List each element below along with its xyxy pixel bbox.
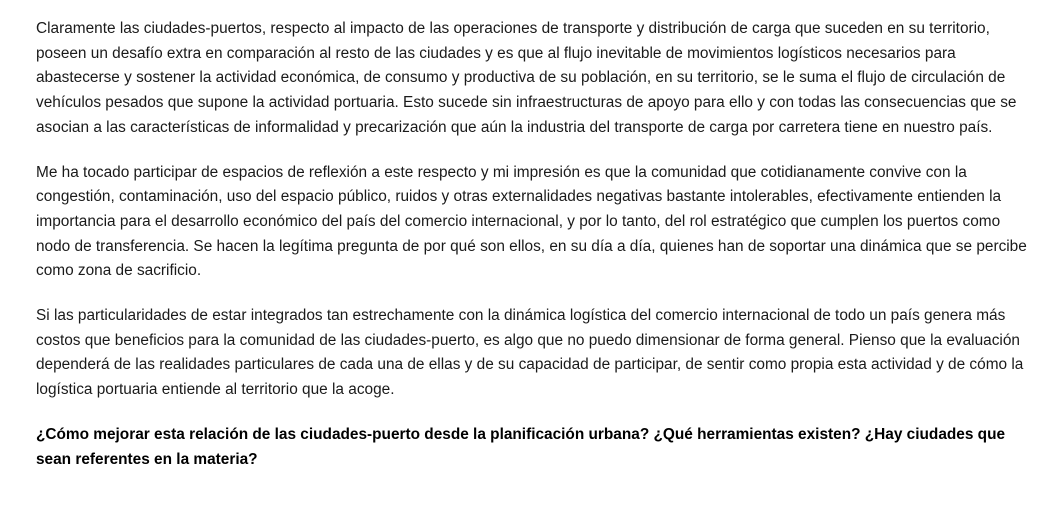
article-body <box>36 17 1030 492</box>
paragraph-2: Me ha tocado participar de espacios de reflexión a este respecto y mi impresión es que la comunidad que cotidianamente convive con la congestión, contaminación, uso del espacio público, ruidos y otras externalidades negativas bastante intolerables, efectivamente entienden la importancia para el desarrollo económico del país del comercio internacional, y por lo tanto, del rol estratégico que cumplen los puertos como nodo de transferencia. Se hacen la legítima pregunta de por qué son ellos, en su día a día, quienes han de soportar una dinámica que se percibe como zona de sacrificio. <box>36 163 1027 280</box>
paragraph-1: Claramente las ciudades-puertos, respecto al impacto de las operaciones de transporte y distribución de carga que suceden en su territorio, poseen un desafío extra en comparación al resto de las ciudades y es que al flujo inevitable de movimientos logísticos necesarios para abastecerse y sostener la actividad económica, de consumo y productiva de su población, en su territorio, se le suma el flujo de circulación de vehículos pesados que supone la actividad portuaria. Esto sucede sin infraestructuras de apoyo para ello y con todas las consecuencias que se asocian a las características de informalidad y precarización que aún la industria del transporte de carga por carretera tiene en nuestro país. <box>36 20 1017 136</box>
interview-question: ¿Cómo mejorar esta relación de las ciudades-puerto desde la planificación urbana? ¿Qué herramientas existen? ¿Hay ciudades que sean referentes en la materia? <box>36 425 1006 468</box>
paragraph-3: Si las particularidades de estar integrados tan estrechamente con la dinámica logística del comercio internacional de todo un país genera más costos que beneficios para la comunidad de las ciudades-puerto, es algo que no puedo dimensionar de forma general. Pienso que la evaluación dependerá de las realidades particulares de cada una de ellas y de su capacidad de participar, de sentir como propia esta actividad y de cómo la logística portuaria entiende al territorio que la acoge. <box>36 307 1024 399</box>
